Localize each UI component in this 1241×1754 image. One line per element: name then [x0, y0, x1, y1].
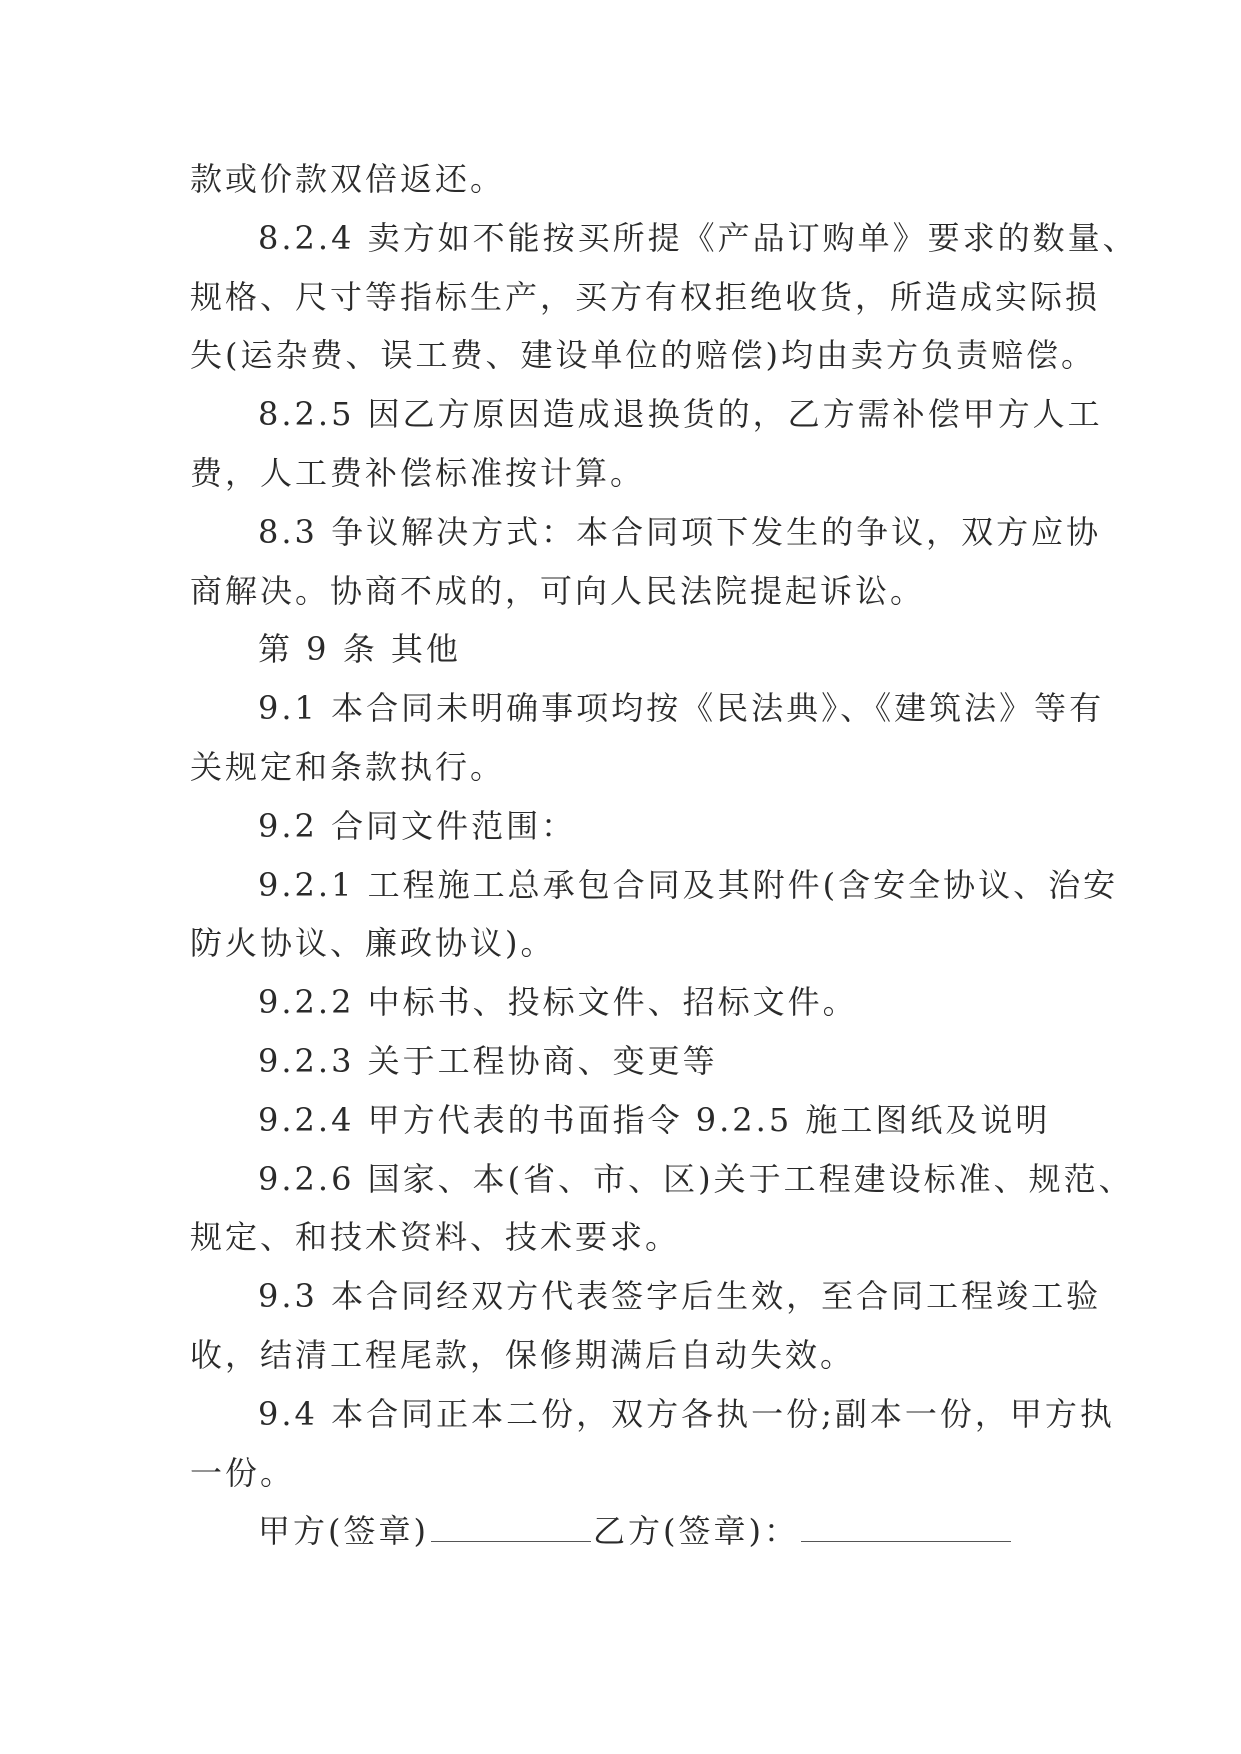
paragraph-line: 规格、尺寸等指标生产，买方有权拒绝收货，所造成实际损 [190, 277, 1101, 316]
clause-8-2-5: 8.2.5 因乙方原因造成退换货的，乙方需补偿甲方人工 [258, 395, 1103, 434]
signature-line [190, 1502, 1070, 1561]
clause-8-3: 8.3 争议解决方式：本合同项下发生的争议，双方应协 [258, 512, 1102, 551]
clause-9-3: 9.3 本合同经双方代表签字后生效，至合同工程竣工验 [258, 1277, 1102, 1316]
paragraph-line: 款或价款双倍返还。 [190, 160, 506, 198]
clause-9-2-1: 9.2.1 工程施工总承包合同及其附件(含安全协议、治安 [258, 865, 1119, 904]
clause-9-4: 9.4 本合同正本二份，双方各执一份;副本一份，甲方执 [258, 1394, 1115, 1433]
paragraph-line: 一份。 [190, 1453, 296, 1492]
party-b-signature-blank[interactable] [801, 1511, 1011, 1542]
paragraph-line: 收，结清工程尾款，保修期满后自动失效。 [190, 1335, 856, 1374]
party-a-signature-label: 甲方(签章) [258, 1512, 429, 1551]
paragraph-line: 防火协议、廉政协议)。 [190, 924, 556, 963]
party-a-signature-blank[interactable] [431, 1511, 591, 1542]
paragraph-line: 商解决。协商不成的，可向人民法院提起诉讼。 [190, 571, 926, 610]
clause-9-2-6: 9.2.6 国家、本(省、市、区)关于工程建设标准、规范、 [258, 1159, 1134, 1198]
party-b-signature-label: 乙方(签章)： [592, 1512, 799, 1551]
clause-9-2: 9.2 合同文件范围： [258, 806, 577, 845]
article-9-heading: 第 9 条 其他 [258, 630, 461, 669]
clause-9-2-3: 9.2.3 关于工程协商、变更等 [258, 1041, 718, 1080]
clause-9-2-4: 9.2.4 甲方代表的书面指令 9.2.5 施工图纸及说明 [258, 1100, 1051, 1139]
paragraph-line: 规定、和技术资料、技术要求。 [190, 1218, 681, 1257]
clause-9-1: 9.1 本合同未明确事项均按《民法典》、《建筑法》等有 [258, 689, 1105, 728]
paragraph-line: 关规定和条款执行。 [190, 747, 506, 786]
clause-8-2-4: 8.2.4 卖方如不能按买所提《产品订购单》要求的数量、 [258, 218, 1138, 257]
clause-9-2-2: 9.2.2 中标书、投标文件、招标文件。 [258, 983, 858, 1022]
paragraph-line: 费，人工费补偿标准按计算。 [190, 453, 646, 492]
contract-text [190, 150, 1138, 1561]
paragraph-line: 失(运杂费、误工费、建设单位的赔偿)均由卖方负责赔偿。 [190, 336, 1096, 375]
